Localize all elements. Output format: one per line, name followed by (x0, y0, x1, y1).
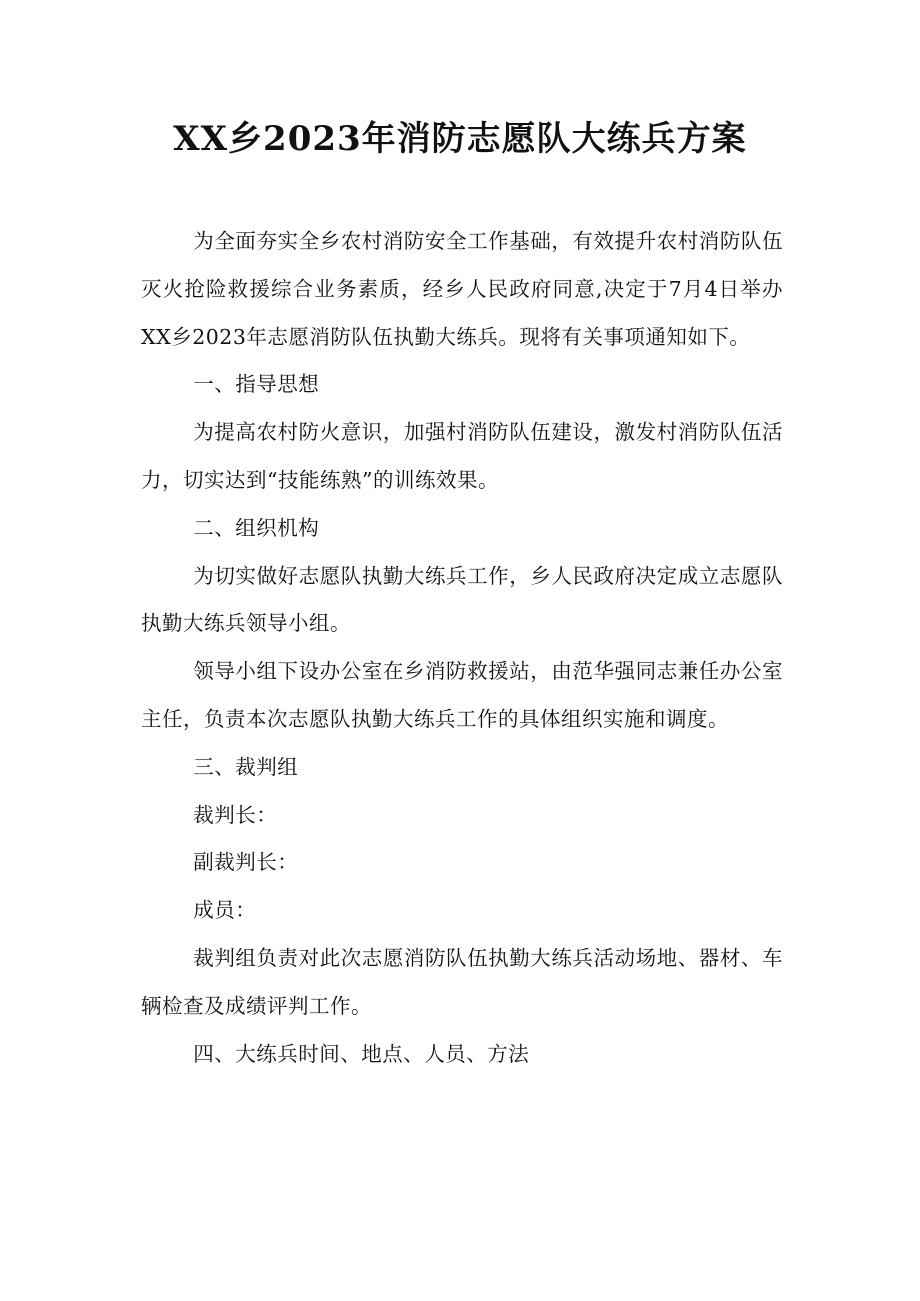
document-body (141, 218, 783, 1078)
section-heading-guiding-ideology: 一、指导思想 (193, 372, 320, 397)
section-heading-referee-group: 三、裁判组 (193, 754, 299, 779)
document-title: XX乡2023年消防志愿队大练兵方案 (173, 119, 747, 159)
organization-paragraph: 为切实做好志愿队执勤大练兵工作，乡人民政府决定成立志愿队执勤大练兵领导小组。 (141, 563, 783, 636)
deputy-chief-referee-line: 副裁判长： (193, 850, 299, 875)
intro-paragraph: 为全面夯实全乡农村消防安全工作基础，有效提升农村消防队伍灭火抢险救援综合业务素质，经乡人民政府同意,决定于7月4日举办XX乡2023年志愿消防队伍执勤大练兵。现将有关事项通知如下。 (141, 229, 783, 349)
chief-referee-line: 裁判长： (193, 802, 278, 827)
section-heading-organization: 二、组织机构 (193, 515, 320, 540)
guiding-ideology-paragraph: 为提高农村防火意识，加强村消防队伍建设，激发村消防队伍活力，切实达到“技能练熟”的训练效果。 (141, 420, 783, 492)
section-heading-time-place: 四、大练兵时间、地点、人员、方法 (193, 1041, 530, 1066)
members-line: 成员： (193, 898, 257, 923)
office-paragraph: 领导小组下设办公室在乡消防救援站，由范华强同志兼任办公室主任，负责本次志愿队执勤大练兵工作的具体组织实施和调度。 (141, 659, 783, 731)
referee-duty-paragraph: 裁判组负责对此次志愿消防队伍执勤大练兵活动场地、器材、车辆检查及成绩评判工作。 (141, 945, 783, 1018)
